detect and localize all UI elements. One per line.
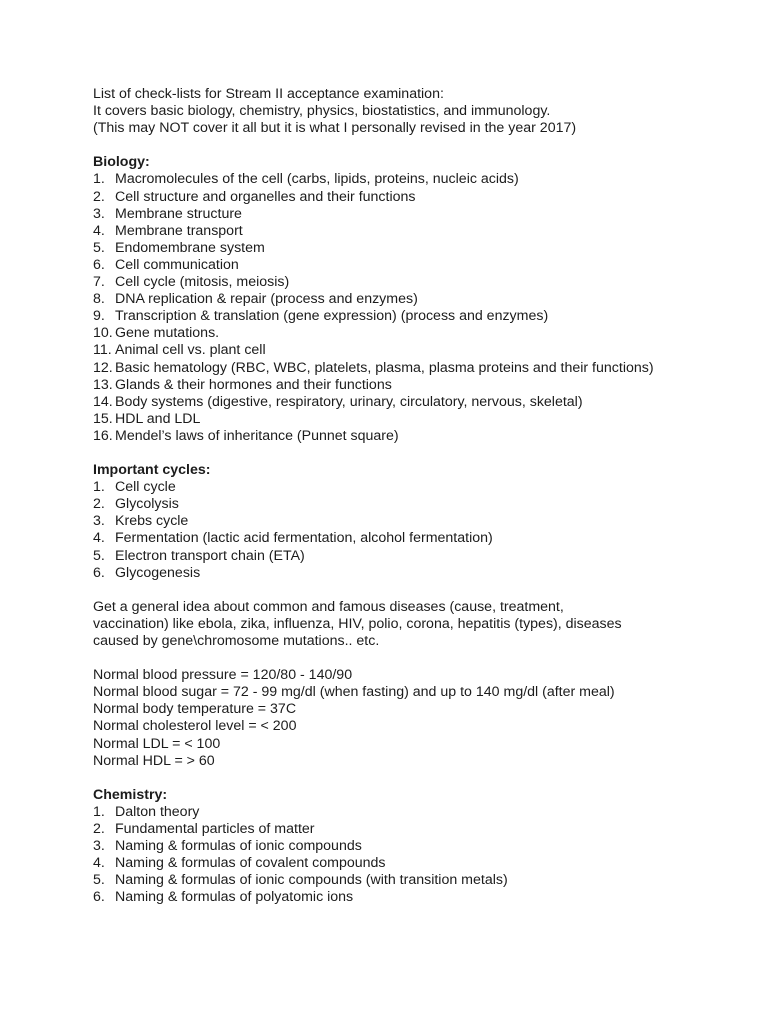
item-number: 2. [93,821,105,838]
list-item [93,530,753,547]
biology-list [93,171,753,445]
list-item [93,565,753,582]
item-text: HDL and LDL [115,410,201,427]
item-text: Cell cycle [115,479,176,496]
list-item [93,513,753,530]
normal-values-block [93,667,753,770]
item-number: 10. [93,325,113,342]
normal-value-line: Normal LDL = < 100 [93,735,221,752]
normal-value-line: Normal blood pressure = 120/80 - 140/90 [93,667,353,684]
section-heading-biology: Biology: [93,154,150,171]
item-text: Macromolecules of the cell (carbs, lipids, proteins, nucleic acids) [115,171,519,188]
list-item [93,889,753,906]
item-text: Naming & formulas of ionic compounds [115,838,362,855]
list-item [93,325,753,342]
item-number: 4. [93,530,105,547]
item-number: 11. [93,342,112,359]
list-item [93,838,753,855]
item-number: 3. [93,205,105,222]
list-item [93,394,753,411]
item-number: 1. [93,479,105,496]
list-item [93,804,753,821]
item-number: 3. [93,838,105,855]
item-text: Transcription & translation (gene expression) (process and enzymes) [115,308,549,325]
item-text: Body systems (digestive, respiratory, urinary, circulatory, nervous, skeletal) [115,393,583,410]
item-text: Naming & formulas of covalent compounds [115,855,386,872]
intro-line: It covers basic biology, chemistry, physics, biostatistics, and immunology. [93,103,551,120]
section-heading-chemistry: Chemistry: [93,786,168,803]
normal-value-line: Normal body temperature = 37C [93,701,297,718]
spacer [93,770,753,787]
list-item [93,206,753,223]
item-text: Endomembrane system [115,239,265,256]
list-item [93,496,753,513]
item-text: Cell cycle (mitosis, meiosis) [115,274,290,291]
item-number: 4. [93,855,105,872]
paragraph-line: Get a general idea about common and famous diseases (cause, treatment, [93,598,564,615]
item-text: Mendel’s laws of inheritance (Punnet square) [115,427,399,444]
list-item [93,291,753,308]
item-number: 5. [93,547,105,564]
item-number: 1. [93,803,105,820]
spacer [93,582,753,599]
item-number: 13. [93,376,113,393]
item-number: 14. [93,393,113,410]
list-item [93,223,753,240]
item-text: Dalton theory [115,803,200,820]
item-number: 2. [93,188,105,205]
list-item [93,308,753,325]
item-text: Membrane transport [115,222,243,239]
intro-block [93,86,753,137]
diseases-paragraph [93,599,753,650]
item-text: Gene mutations. [115,325,220,342]
item-text: Naming & formulas of polyatomic ions [115,889,354,906]
item-number: 6. [93,889,105,906]
normal-value-line: Normal blood sugar = 72 - 99 mg/dl (when fasting) and up to 140 mg/dl (after meal) [93,684,615,701]
list-item [93,171,753,188]
list-item [93,240,753,257]
intro-line: (This may NOT cover it all but it is what I personally revised in the year 2017) [93,120,577,137]
spacer [93,137,753,154]
list-item [93,872,753,889]
list-item [93,548,753,565]
item-number: 16. [93,427,113,444]
cycles-list [93,479,753,582]
list-item [93,855,753,872]
intro-line: List of check-lists for Stream II acceptance examination: [93,86,444,102]
chemistry-list [93,804,753,907]
list-item [93,257,753,274]
item-number: 1. [93,171,105,188]
biology-section [93,154,753,445]
item-text: Animal cell vs. plant cell [115,342,266,359]
list-item [93,360,753,377]
list-item [93,479,753,496]
item-text: Electron transport chain (ETA) [115,547,305,564]
item-text: Glycolysis [115,496,179,513]
list-item [93,342,753,359]
item-number: 12. [93,359,113,376]
item-text: Fermentation (lactic acid fermentation, alcohol fermentation) [115,530,493,547]
section-heading-cycles: Important cycles: [93,462,211,479]
item-number: 5. [93,872,105,889]
item-text: Cell structure and organelles and their functions [115,188,416,205]
item-number: 4. [93,222,105,239]
spacer [93,445,753,462]
paragraph-line: vaccination) like ebola, zika, influenza, HIV, polio, corona, hepatitis (types), diseases [93,615,622,632]
item-number: 3. [93,513,105,530]
item-number: 15. [93,410,113,427]
item-text: Krebs cycle [115,513,189,530]
list-item [93,189,753,206]
item-text: Naming & formulas of ionic compounds (with transition metals) [115,872,508,889]
item-number: 8. [93,291,105,308]
item-text: Fundamental particles of matter [115,821,315,838]
normal-value-line: Normal cholesterol level = < 200 [93,718,297,735]
item-number: 5. [93,239,105,256]
normal-value-line: Normal HDL = > 60 [93,752,215,769]
item-text: DNA replication & repair (process and enzymes) [115,291,418,308]
item-text: Glycogenesis [115,564,201,581]
item-number: 9. [93,308,105,325]
spacer [93,650,753,667]
chemistry-section [93,787,753,907]
item-text: Glands & their hormones and their functions [115,376,392,393]
cycles-section [93,462,753,582]
item-number: 2. [93,496,105,513]
paragraph-line: caused by gene\chromosome mutations.. etc. [93,633,380,649]
list-item [93,377,753,394]
list-item [93,274,753,291]
item-number: 6. [93,256,105,273]
item-number: 7. [93,274,105,291]
document-page [93,86,753,907]
list-item [93,411,753,428]
item-number: 6. [93,564,105,581]
item-text: Membrane structure [115,205,242,222]
item-text: Cell communication [115,256,239,273]
list-item [93,428,753,445]
list-item [93,821,753,838]
item-text: Basic hematology (RBC, WBC, platelets, plasma, plasma proteins and their functions) [115,359,654,376]
